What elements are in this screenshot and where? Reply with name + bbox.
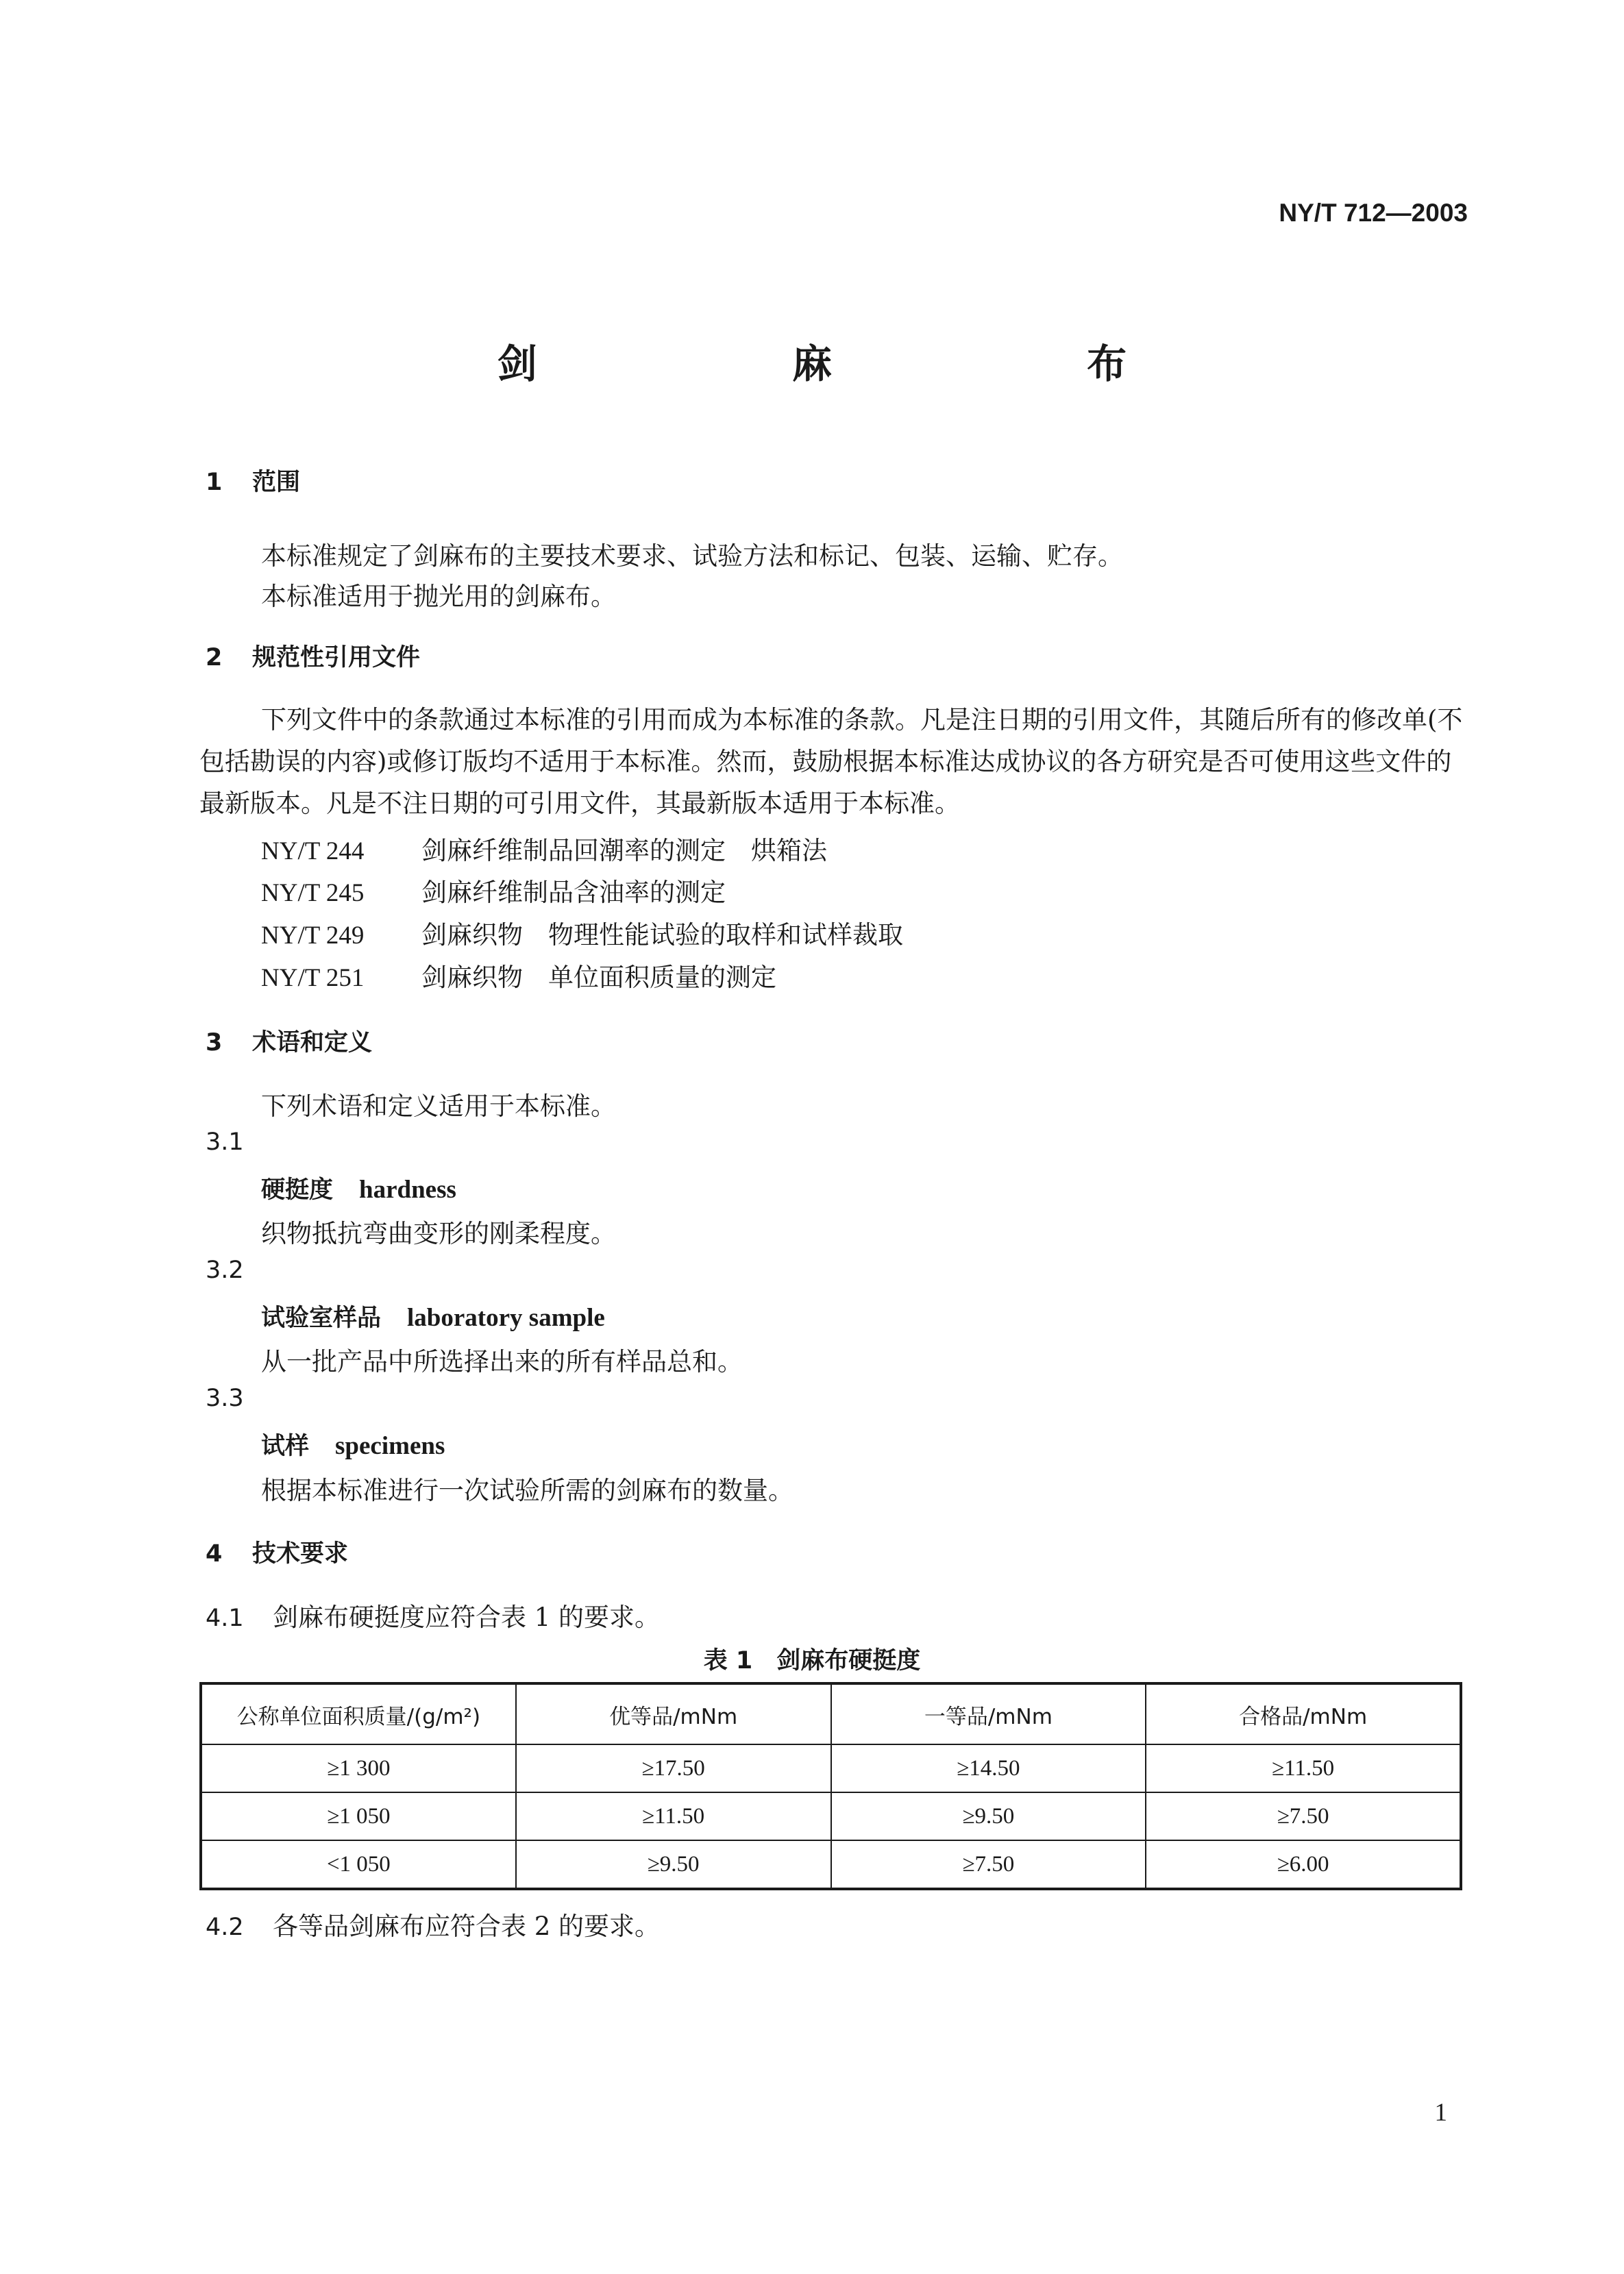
term-heading: [261, 1299, 605, 1333]
term-chinese: 试验室样品: [261, 1305, 382, 1332]
term-heading: [261, 1427, 445, 1461]
section-title: 术语和定义: [252, 1029, 373, 1056]
hardness-table: [199, 1682, 1462, 1890]
section-3-heading: [206, 1024, 372, 1058]
section-number: 1: [206, 469, 223, 496]
reference-item: [261, 872, 726, 909]
section-2-heading: [206, 639, 420, 673]
term-definition: 从一批产品中所选择出来的所有样品总和。: [261, 1347, 743, 1376]
clause-number: 4.2: [206, 1914, 244, 1941]
section-1-paragraph-1: 本标准规定了剑麻布的主要技术要求、试验方法和标记、包装、运输、贮存。: [261, 541, 1123, 571]
table-header-cell: 公称单位面积质量/(g/m²): [201, 1683, 516, 1744]
reference-title: 剑麻织物 物理性能试验的取样和试样裁取: [421, 920, 903, 950]
section-title: 技术要求: [252, 1540, 349, 1568]
table-header-row: [201, 1683, 1461, 1744]
term-english: specimens: [335, 1432, 445, 1460]
table-header-cell: 优等品/mNm: [516, 1683, 831, 1744]
table-cell: ≥1 300: [201, 1744, 516, 1792]
reference-item: [261, 830, 827, 867]
clause-4-2: [206, 1905, 660, 1942]
section-1-heading: [206, 463, 300, 497]
clause-4-1: [206, 1596, 660, 1633]
table-cell: ≥7.50: [1146, 1792, 1461, 1840]
reference-code: NY/T 249: [261, 922, 365, 950]
term-chinese: 试样: [261, 1433, 310, 1460]
clause-number: 3.1: [206, 1128, 244, 1156]
section-title: 规范性引用文件: [252, 644, 421, 671]
reference-item: [261, 914, 903, 951]
section-number: 4: [206, 1540, 223, 1568]
reference-item: [261, 956, 776, 993]
reference-code: NY/T 244: [261, 837, 365, 865]
table-cell: ≥14.50: [831, 1744, 1146, 1792]
term-heading: [261, 1171, 456, 1205]
reference-code: NY/T 245: [261, 879, 365, 907]
clause-text: 剑麻布硬挺度应符合表 1 的要求。: [273, 1603, 661, 1632]
reference-title: 剑麻纤维制品回潮率的测定 烘箱法: [421, 836, 827, 865]
table-cell: ≥9.50: [516, 1840, 831, 1889]
document-title: 剑 麻 布: [497, 341, 1248, 387]
table-cell: ≥6.00: [1146, 1840, 1461, 1889]
reference-code: NY/T 251: [261, 964, 365, 992]
clause-number: 4.1: [206, 1605, 244, 1632]
clause-text: 各等品剑麻布应符合表 2 的要求。: [273, 1912, 661, 1941]
section-title: 范围: [252, 469, 301, 496]
reference-title: 剑麻纤维制品含油率的测定: [421, 878, 726, 907]
table-1-caption: 表 1 剑麻布硬挺度: [703, 1647, 921, 1674]
reference-title: 剑麻织物 单位面积质量的测定: [421, 963, 776, 992]
section-4-heading: [206, 1535, 348, 1569]
table-cell: ≥11.50: [516, 1792, 831, 1840]
term-definition: 织物抵抗弯曲变形的刚柔程度。: [261, 1219, 616, 1248]
table-cell: <1 050: [201, 1840, 516, 1889]
table-cell: ≥9.50: [831, 1792, 1146, 1840]
section-number: 3: [206, 1029, 223, 1056]
term-english: hardness: [359, 1176, 456, 1204]
table-cell: ≥17.50: [516, 1744, 831, 1792]
table-row: [201, 1840, 1461, 1889]
table-row: [201, 1792, 1461, 1840]
table-header-cell: 一等品/mNm: [831, 1683, 1146, 1744]
page-number: 1: [1434, 2099, 1447, 2127]
section-number: 2: [206, 644, 223, 671]
term-chinese: 硬挺度: [261, 1176, 334, 1204]
section-2-intro-paragraph: 下列文件中的条款通过本标准的引用而成为本标准的条款。凡是注日期的引用文件，其随后所有的修改单(不包括勘误的内容)或修订版均不适用于本标准。然而，鼓励根据本标准达成协议的各方研究是否可使用这些文件的最新版本。凡是不注日期的可引用文件，其最新版本适用于本标准。: [199, 705, 1463, 818]
section-1-paragraph-2: 本标准适用于抛光用的剑麻布。: [261, 582, 616, 611]
standard-code: NY/T 712—2003: [1279, 199, 1468, 227]
table-cell: ≥7.50: [831, 1840, 1146, 1889]
clause-number: 3.3: [206, 1385, 244, 1412]
term-english: laboratory sample: [407, 1304, 605, 1332]
table-cell: ≥11.50: [1146, 1744, 1461, 1792]
clause-number: 3.2: [206, 1257, 244, 1284]
term-definition: 根据本标准进行一次试验所需的剑麻布的数量。: [261, 1476, 793, 1505]
table-row: [201, 1744, 1461, 1792]
table-header-cell: 合格品/mNm: [1146, 1683, 1461, 1744]
section-3-intro: 下列术语和定义适用于本标准。: [261, 1091, 616, 1121]
table-cell: ≥1 050: [201, 1792, 516, 1840]
